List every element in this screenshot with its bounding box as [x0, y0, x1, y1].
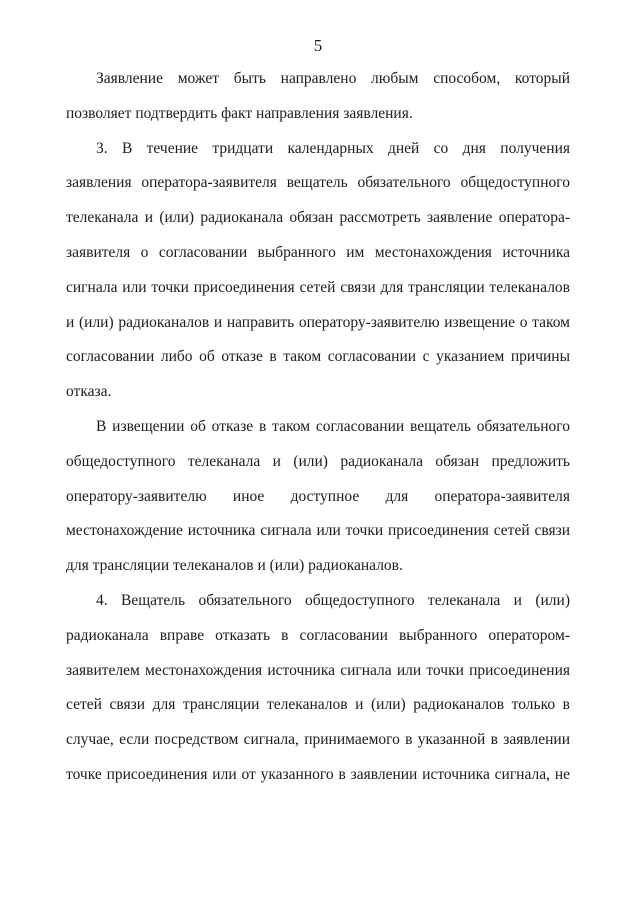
paragraph — [66, 132, 570, 410]
document-body — [66, 62, 570, 793]
text-line: случае, если посредством сигнала, принимаемого в указанной в заявлении — [66, 731, 570, 749]
text-line: радиоканала вправе отказать в согласовании выбранного оператором- — [66, 626, 570, 644]
text-line: позволяет подтвердить факт направления заявления. — [66, 104, 413, 122]
text-line: Заявление может быть направлено любым способом, который — [96, 70, 570, 87]
text-line: местонахождение источника сигнала или точки присоединения сетей связи — [66, 522, 570, 540]
text-line: согласовании либо об отказе в таком согласовании с указанием причины — [66, 348, 570, 366]
text-line: заявителя о согласовании выбранного им местонахождения источника — [66, 243, 570, 261]
text-line: отказа. — [66, 383, 112, 401]
text-line: телеканала и (или) радиоканала обязан рассмотреть заявление оператора- — [66, 209, 570, 227]
paragraph — [66, 584, 570, 793]
page-number: 5 — [313, 36, 323, 55]
text-line: заявления оператора-заявителя вещатель обязательного общедоступного — [66, 174, 570, 192]
text-line: 4. Вещатель обязательного общедоступного телеканала и (или) — [96, 591, 570, 609]
text-line: сигнала или точки присоединения сетей связи для трансляции телеканалов — [66, 278, 570, 296]
text-line: сетей связи для трансляции телеканалов и (или) радиоканалов только в — [66, 696, 570, 714]
paragraph — [66, 62, 570, 132]
text-line: для трансляции телеканалов и (или) радиоканалов. — [66, 557, 403, 575]
text-line: заявителем местонахождения источника сигнала или точки присоединения — [66, 661, 570, 679]
text-line: В извещении об отказе в таком согласовании вещатель обязательного — [96, 417, 570, 435]
text-line: оператору-заявителю иное доступное для оператора-заявителя — [66, 487, 570, 505]
text-line: 3. В течение тридцати календарных дней со дня получения — [96, 139, 570, 157]
text-line: общедоступного телеканала и (или) радиоканала обязан предложить — [66, 452, 570, 470]
text-line: точке присоединения или от указанного в заявлении источника сигнала, не — [66, 765, 570, 783]
paragraph — [66, 410, 570, 584]
text-line: и (или) радиоканалов и направить оператору-заявителю извещение о таком — [66, 313, 570, 331]
